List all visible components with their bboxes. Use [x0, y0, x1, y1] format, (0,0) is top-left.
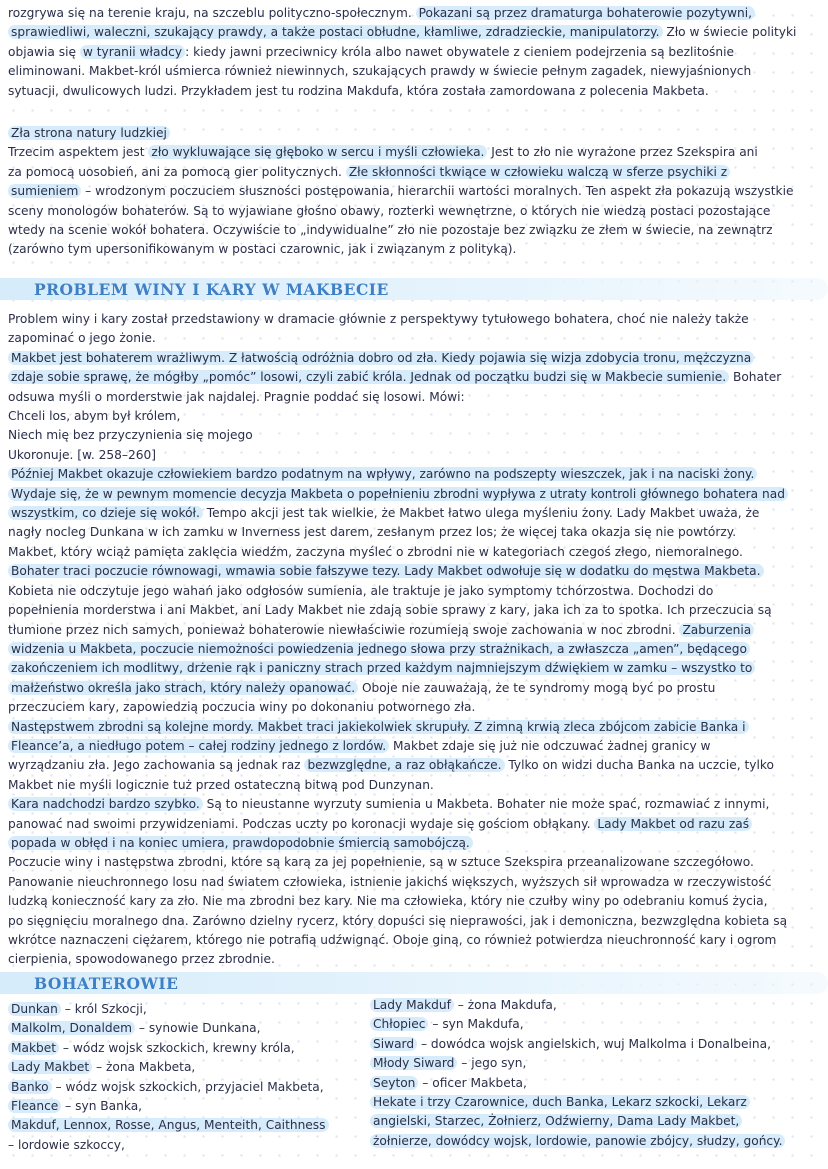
text-run: Makbet nie myśli logicznie tuż przed ostateczną bitwą pod Dunzynan.	[8, 777, 434, 792]
highlighted-text: Kara nadchodzi bardzo szybko.	[8, 797, 203, 811]
subheading-evil-nature: Zła strona natury ludzkiej	[8, 124, 804, 143]
text-run: Problem winy i kary został przedstawiony w dramacie głównie z perspektywy tytułowego bohatera, choć nie należy także	[8, 312, 749, 326]
text-line	[370, 1112, 820, 1131]
text-run: – syn Banka,	[61, 1099, 143, 1114]
highlighted-text: bezwzględne, a raz obłąkańcze.	[304, 758, 504, 772]
text-run: rozgrywa się na terenie kraju, na szczeblu polityczno-społecznym.	[8, 6, 416, 20]
text-run: Oboje nie zauważają, że te syndromy mogą być po prostu	[358, 680, 716, 695]
text-run: ludzką konieczność kary za zło. Nie ma zbrodni bez kary. Nie ma człowieka, który nie czułby winy po odebraniu komuś życia,	[8, 894, 768, 909]
text-line	[8, 310, 804, 329]
highlighted-text: Lady Makduf	[370, 998, 454, 1012]
text-line	[8, 776, 804, 795]
text-line	[8, 659, 804, 678]
text-line	[370, 1132, 820, 1151]
text-line	[8, 621, 804, 640]
highlighted-text: żołnierze, dowódcy wojsk, lordowie, panowie zbójcy, słudzy, gońcy.	[370, 1134, 785, 1148]
text-line	[8, 446, 804, 465]
text-line	[8, 853, 804, 872]
guilt-paragraph	[0, 310, 812, 970]
text-run: Ukoronuje. [w. 258–260]	[8, 447, 157, 462]
highlighted-text: zakończeniem ich modlitwy, drżenie rąk i paniczny strach przed każdym najmniejszym dźwiękiem w zamku – wszystko to	[8, 661, 755, 675]
text-run: Niech mię bez przyczynienia się mojego	[8, 428, 253, 443]
text-run: za pomocą uosobień, ani za pomocą gier politycznych.	[8, 164, 346, 179]
text-run: Są to nieustanne wyrzuty sumienia u Makbeta. Bohater nie może spać, rozmawiać z innymi,	[202, 797, 770, 812]
text-run: wyrządzaniu zła. Jego zachowania są jednak raz	[8, 758, 305, 773]
text-line	[8, 1000, 358, 1019]
text-run: tłumione przez nich samych, ponieważ bohaterowie niewłaściwie rozumieją swoje zachowania w noc zbrodni.	[8, 622, 680, 637]
text-line	[8, 543, 804, 562]
text-run: – wódz wojsk szkockich, krewny króla,	[59, 1040, 295, 1055]
text-run: – żona Makbeta,	[92, 1060, 196, 1075]
text-line	[8, 329, 804, 348]
text-line	[8, 640, 804, 659]
text-line	[8, 718, 804, 737]
highlighted-text: Fleance	[8, 1099, 61, 1113]
text-line	[8, 388, 804, 407]
text-run: popełnienia morderstwa i ani Makbet, ani Lady Makbet nie zdają sobie sprawy z kary, jaka ich za to spotka. Ich przeczucia są	[8, 603, 772, 618]
text-run: Panowanie nieuchronnego losu nad światem człowieka, istnienie jakichś większych, wyższych sił wprowadza w rzeczywistość	[8, 874, 772, 889]
text-run: Makbet zdaje się już nie odczuwać żadnej granicy w	[389, 738, 711, 753]
text-run: Bohater	[729, 370, 782, 385]
highlighted-text: zło wykluwające się głęboko w sercu i myśli człowieka.	[148, 145, 487, 159]
text-run: – dowódca wojsk angielskich, wuj Malkolma i Donalbeina,	[417, 1036, 771, 1051]
text-run: (zarówno tym upersonifikowanym w postaci czarownic, jak i związanym z polityką).	[8, 242, 517, 257]
text-line	[8, 504, 804, 523]
highlighted-text: Bohater traci poczucie równowagi, wmawia sobie fałszywe tezy. Lady Makbet odwołuje się w dodatku do męstwa Makbeta.	[8, 564, 764, 578]
text-run: zapominać o jego żonie.	[8, 331, 156, 346]
intro-paragraph	[0, 4, 812, 101]
text-line	[8, 182, 804, 201]
text-line	[8, 931, 804, 950]
text-line	[8, 4, 804, 23]
highlighted-text: Złe skłonności tkwiące w człowieku walczą w sferze psychiki z	[346, 165, 730, 179]
text-line	[8, 465, 804, 484]
text-line	[8, 1078, 358, 1097]
text-run: objawia się	[8, 44, 80, 59]
text-run: Tempo akcji jest tak wielkie, że Makbet łatwo ulega myśleniu żony. Lady Makbet uważa, że	[202, 506, 760, 521]
text-run: Zło w świecie polityki	[662, 25, 797, 40]
text-line	[8, 834, 804, 853]
text-run: – król Szkocji,	[60, 1002, 147, 1016]
highlighted-text: Banko	[8, 1080, 52, 1094]
section-heading-characters	[0, 972, 828, 994]
text-line	[370, 996, 820, 1015]
text-run: przeczuciem kary, zapowiedzią poczucia winy po dokonaniu potwornego zła.	[8, 700, 476, 715]
text-line	[8, 1116, 358, 1135]
text-run: Jest to zło nie wyrażone przez Szekspira ani	[487, 145, 758, 160]
text-run: – synowie Dunkana,	[134, 1021, 261, 1036]
highlighted-text: małżeństwo określa jako strach, który należy opanować.	[8, 681, 358, 695]
highlighted-text: Dunkan	[8, 1002, 61, 1016]
highlighted-text: Chłopiec	[370, 1017, 428, 1031]
text-run: sytuacji, dwulicowych ludzi. Przykładem jest tu rodzina Makdufa, która została zamordowana z polecenia Makbeta.	[8, 83, 709, 98]
text-run: odsuwa myśli o morderstwie jak najdalej. Pragnie poddać się losowi. Mówi:	[8, 389, 465, 404]
text-run: – oficer Makbeta,	[418, 1075, 527, 1090]
text-line	[8, 485, 804, 504]
section-heading-guilt	[0, 278, 828, 300]
highlighted-text: angielski, Starzec, Żołnierz, Odźwierny, Dama Lady Makbet,	[370, 1114, 742, 1128]
text-run: : kiedy jawni przeciwnicy króla albo nawet obywatele z cieniem podejrzenia są bezlitośnie	[185, 44, 735, 59]
text-run: Trzecim aspektem jest	[8, 145, 149, 160]
text-run: Tylko on widzi ducha Banka na uczcie, tylko	[504, 758, 774, 773]
text-line	[8, 240, 804, 259]
text-run: – wódz wojsk szkockich, przyjaciel Makbeta,	[51, 1079, 324, 1094]
text-line	[8, 873, 804, 892]
text-line	[370, 1054, 820, 1073]
text-line	[8, 1058, 358, 1077]
highlighted-text: sumieniem	[8, 184, 81, 198]
highlighted-text: Makduf, Lennox, Rosse, Angus, Menteith, Caithness	[8, 1118, 329, 1132]
text-run: panować nad swoimi przywidzeniami. Podczas uczty po koronacji wydaje się gościom obłąkany.	[8, 816, 595, 831]
text-line	[8, 679, 804, 698]
text-line	[8, 1039, 358, 1058]
text-line	[370, 1074, 820, 1093]
characters-left-column	[8, 1000, 358, 1155]
highlighted-text: wszystkim, co dzieje się wokół.	[8, 506, 203, 520]
text-line	[8, 756, 804, 775]
highlighted-text: Makbet	[8, 1041, 59, 1055]
text-run: – syn Makdufa,	[428, 1017, 524, 1032]
evil-nature-paragraph	[8, 143, 804, 259]
text-run: Chceli los, abym był królem,	[8, 409, 181, 424]
evil-nature-block	[0, 124, 812, 260]
text-line	[8, 143, 804, 162]
text-line	[8, 892, 804, 911]
text-line	[8, 82, 804, 101]
highlighted-text: zdaje sobie sprawę, że mógłby „pomóc” losowi, czyli zabić króla. Jednak od początku budzi się w Makbecie sumienie.	[8, 370, 729, 384]
text-run: Makbet, który wciąż pamięta zaklęcia wiedźm, zaczyna myśleć o zbrodni nie w kategoriach czegoś złego, niemoralnego.	[8, 544, 743, 559]
text-run: – żona Makdufa,	[453, 998, 557, 1012]
text-line	[8, 1097, 358, 1116]
text-run: Poczucie winy i następstwa zbrodni, które są karą za jej popełnienie, są w sztuce Szekspira przeanalizowane szczegółowo.	[8, 855, 754, 870]
highlighted-text: Fleance’a, a niedługo potem – całej rodziny jednego z lordów.	[8, 739, 389, 753]
text-line	[8, 43, 804, 62]
text-line	[8, 349, 804, 368]
highlighted-text: Makbet jest bohaterem wrażliwym. Z łatwością odróżnia dobro od zła. Kiedy pojawia się wizja zdobycia tronu, mężczyzna	[8, 351, 754, 365]
text-run: sceny monologów bohaterów. Są to wyjawiane głośno obawy, rozterki wewnętrzne, o których nie wiedzą postaci pozostające	[8, 203, 771, 218]
text-line	[8, 163, 804, 182]
text-line	[8, 523, 804, 542]
highlighted-text: Następstwem zbrodni są kolejne mordy. Makbet traci jakiekolwiek skrupuły. Z zimną krwią zleca zbójcom zabicie Banka i	[8, 720, 749, 734]
text-line	[8, 202, 804, 221]
highlighted-text: Zaburzenia	[679, 623, 754, 637]
text-line	[8, 368, 804, 387]
section-title-characters: BOHATEROWIE	[34, 974, 179, 993]
text-line	[8, 698, 804, 717]
text-run: nagły nocleg Dunkana w ich zamku w Inverness jest darem, zesłanym przez los; że więcej taka okazja się nie powtórzy.	[8, 525, 737, 540]
text-line	[8, 62, 804, 81]
text-line	[8, 582, 804, 601]
highlighted-text: widzenia u Makbeta, poczucie niemożności powiedzenia jednego słowa przy strażnikach, a zwłaszcza „amen”, będącego	[8, 642, 750, 656]
text-line	[8, 950, 804, 969]
text-line	[8, 815, 804, 834]
text-line	[8, 562, 804, 581]
text-line	[8, 426, 804, 445]
highlighted-text: Wydaje się, że w pewnym momencie decyzja Makbeta o popełnieniu zbrodni wypływa z utraty kontroli głównego bohatera nad	[8, 487, 788, 501]
text-run: eliminowani. Makbet-król uśmierca również niewinnych, szukających prawdy w świecie pełnym zagadek, niewyjaśnionych	[8, 64, 752, 79]
text-line	[8, 221, 804, 240]
text-run: Kobieta nie odczytuje jego wahań jako odgłosów sumienia, ale traktuje je jako symptomy tchórzostwa. Dochodzi do	[8, 583, 714, 598]
highlighted-text: Lady Makbet	[8, 1060, 92, 1074]
text-line	[8, 23, 804, 42]
text-run: – lordowie szkoccy,	[8, 1137, 125, 1152]
text-line	[370, 1035, 820, 1054]
text-line	[8, 737, 804, 756]
text-run: po sięgnięciu moralnego dna. Zarówno dzielny rycerz, który dopuści się nieprawości, jak i demoniczna, bezwzględna kobieta są	[8, 913, 788, 928]
section-title-guilt: PROBLEM WINY I KARY W MAKBECIE	[34, 280, 389, 299]
text-line	[8, 407, 804, 426]
highlighted-text: Lady Makbet od razu zaś	[594, 817, 752, 831]
highlighted-text: Siward	[370, 1037, 417, 1051]
text-run: – wrodzonym poczuciem słuszności postępowania, hierarchii wartości moralnych. Ten aspekt zła pokazują wszystkie	[81, 184, 794, 199]
highlighted-text: sprawiedliwi, waleczni, szukający prawdy, a także postaci obłudne, kłamliwe, zdradzieckie, manipulatorzy.	[8, 25, 663, 39]
text-line	[370, 1093, 820, 1112]
text-run: – jego syn,	[457, 1056, 527, 1071]
highlighted-text: Malkolm, Donaldem	[8, 1021, 135, 1035]
text-line	[8, 1136, 358, 1155]
highlighted-text: popada w obłęd i na koniec umiera, prawdopodobnie śmiercią samobójczą.	[8, 836, 473, 850]
text-run: cierpienia, spowodowanego przez zbrodnie.	[8, 952, 275, 967]
text-line	[8, 912, 804, 931]
text-line	[8, 795, 804, 814]
text-line	[8, 601, 804, 620]
text-run: wkrótce naznaczeni ciężarem, którego nie potrafią udźwignąć. Oboje giną, co również potwierdza nieuchronność kary i ogrom	[8, 933, 777, 947]
text-line	[370, 1015, 820, 1034]
highlighted-text: w tyranii władcy	[80, 45, 185, 59]
text-line	[8, 1019, 358, 1038]
highlighted-text: Pokazani są przez dramaturga bohaterowie pozytywni,	[416, 6, 755, 20]
highlighted-text: Hekate i trzy Czarownice, duch Banka, Lekarz szkocki, Lekarz	[370, 1095, 750, 1109]
text-run: wtedy na scenie wokół bohatera. Oczywiście to „indywidualne” zło nie pozostaje bez związku ze złem w świecie, na zewnątrz	[8, 223, 773, 238]
characters-right-column	[370, 996, 820, 1151]
highlighted-text: Młody Siward	[370, 1056, 457, 1070]
highlighted-text: Seyton	[370, 1076, 418, 1090]
highlighted-text: Później Makbet okazuje człowiekiem bardzo podatnym na wpływy, zarówno na podszepty wieszczek, jak i na naciski żony.	[8, 467, 757, 481]
